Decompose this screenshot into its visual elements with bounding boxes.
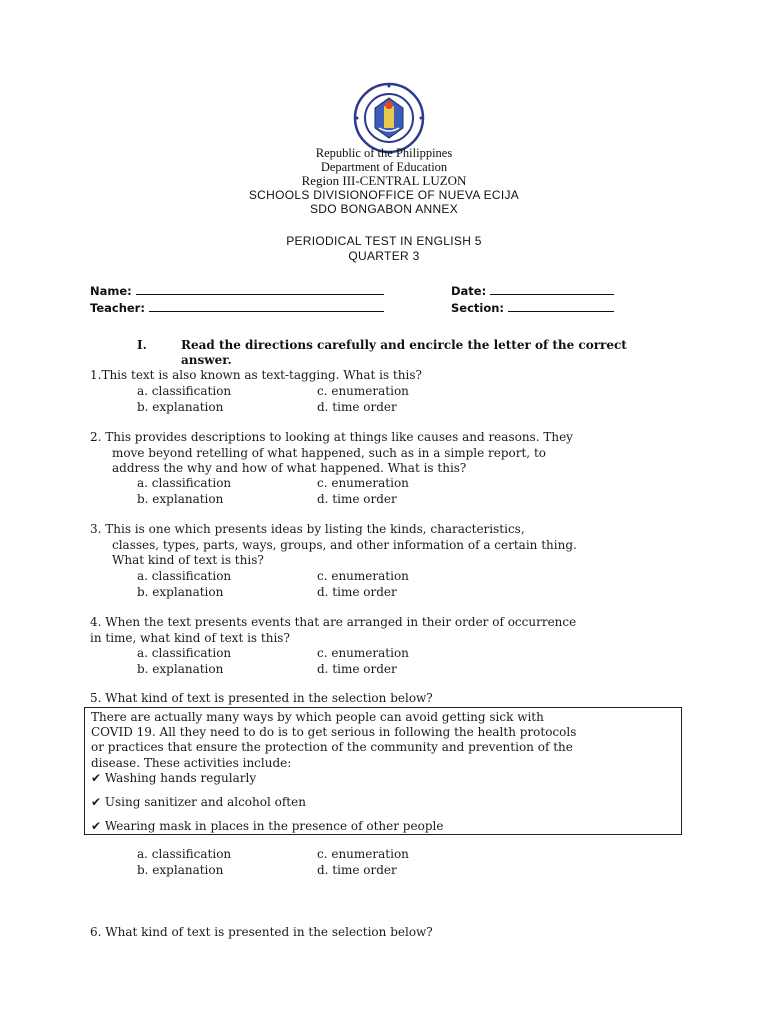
question-4-line: 4. When the text presents events that are arranged in their order of occurrence	[90, 615, 577, 629]
section-field[interactable]	[451, 301, 614, 315]
choice-a[interactable]: a. classification	[137, 847, 232, 861]
passage-line: COVID 19. All they need to do is to get serious in following the health protocols	[91, 725, 577, 740]
passage-line: There are actually many ways by which people can avoid getting sick with	[91, 710, 544, 724]
name-field[interactable]	[90, 284, 384, 298]
header-line-department: Department of Education	[320, 160, 448, 174]
question-2-line: 2. This provides descriptions to looking at things like causes and reasons. They	[90, 430, 573, 444]
teacher-line[interactable]	[149, 301, 384, 312]
passage-line: or practices that ensure the protection of the community and prevention of the	[91, 740, 573, 755]
quarter-label: QUARTER 3	[348, 249, 420, 263]
date-label: Date:	[451, 284, 487, 298]
choice-a[interactable]: a. classification	[137, 646, 232, 660]
question-1-choices	[137, 384, 497, 415]
question-3-line: classes, types, parts, ways, groups, and other information of a certain thing.	[112, 537, 577, 552]
directions-text: Read the directions carefully and encircle the letter of the correct answer.	[181, 338, 627, 367]
passage-bullet: ✔ Washing hands regularly	[91, 770, 257, 785]
test-title: PERIODICAL TEST IN ENGLISH 5	[286, 234, 482, 248]
section-label: Section:	[451, 301, 505, 315]
choice-d[interactable]: d. time order	[317, 584, 397, 599]
test-title-block	[0, 234, 768, 263]
question-6-line: 6. What kind of text is presented in the selection below?	[90, 925, 433, 939]
question-1-line: 1.This text is also known as text-tagging. What is this?	[90, 368, 422, 382]
deped-seal-icon	[353, 82, 425, 154]
directions-number: I.	[137, 338, 147, 352]
name-line[interactable]	[136, 284, 384, 295]
choice-b[interactable]: b. explanation	[137, 661, 224, 676]
question-5-choices	[137, 847, 497, 878]
question-3-choices	[137, 569, 497, 600]
choice-a[interactable]: a. classification	[137, 476, 232, 490]
date-line[interactable]	[490, 284, 614, 295]
choice-b[interactable]: b. explanation	[137, 399, 224, 414]
question-3-line: 3. This is one which presents ideas by listing the kinds, characteristics,	[90, 522, 525, 536]
question-5-line: 5. What kind of text is presented in the selection below?	[90, 691, 433, 705]
choice-d[interactable]: d. time order	[317, 862, 397, 877]
choice-d[interactable]: d. time order	[317, 661, 397, 676]
choice-d[interactable]: d. time order	[317, 491, 397, 506]
name-label: Name:	[90, 284, 132, 298]
teacher-label: Teacher:	[90, 301, 145, 315]
choice-c[interactable]: c. enumeration	[317, 847, 409, 861]
question-2-line: address the why and how of what happened. What is this?	[112, 461, 467, 475]
teacher-field[interactable]	[90, 301, 384, 315]
section-line[interactable]	[508, 301, 614, 312]
choice-b[interactable]: b. explanation	[137, 862, 224, 877]
passage-line: disease. These activities include:	[91, 755, 292, 770]
choice-d[interactable]: d. time order	[317, 399, 397, 414]
question-5	[90, 691, 690, 707]
passage-bullet: ✔ Wearing mask in places in the presence of other people	[91, 819, 444, 834]
choice-c[interactable]: c. enumeration	[317, 569, 409, 583]
choice-a[interactable]: a. classification	[137, 569, 232, 583]
choice-c[interactable]: c. enumeration	[317, 476, 409, 490]
question-4-line: in time, what kind of text is this?	[90, 630, 290, 645]
question-3	[90, 522, 690, 569]
question-3-line: What kind of text is this?	[112, 553, 264, 567]
passage-box	[84, 707, 682, 835]
question-2-line: move beyond retelling of what happened, such as in a simple report, to	[112, 445, 546, 460]
question-2-choices	[137, 476, 497, 507]
choice-b[interactable]: b. explanation	[137, 491, 224, 506]
school-header	[0, 146, 768, 216]
passage-bullet: ✔ Using sanitizer and alcohol often	[91, 795, 306, 810]
header-line-division: SCHOOLS DIVISIONOFFICE OF NUEVA ECIJA	[248, 188, 520, 202]
choice-c[interactable]: c. enumeration	[317, 646, 409, 660]
header-line-region: Region III-CENTRAL LUZON	[301, 173, 467, 188]
date-field[interactable]	[451, 284, 614, 298]
question-4	[90, 615, 690, 646]
question-6	[90, 925, 690, 941]
header-line-sdo: SDO BONGABON ANNEX	[309, 202, 459, 216]
question-2	[90, 430, 690, 477]
question-1	[90, 368, 690, 384]
header-line-republic: Republic of the Philippines	[315, 146, 453, 160]
choice-a[interactable]: a. classification	[137, 384, 232, 398]
choice-b[interactable]: b. explanation	[137, 584, 224, 599]
question-4-choices	[137, 646, 497, 677]
choice-c[interactable]: c. enumeration	[317, 384, 409, 398]
